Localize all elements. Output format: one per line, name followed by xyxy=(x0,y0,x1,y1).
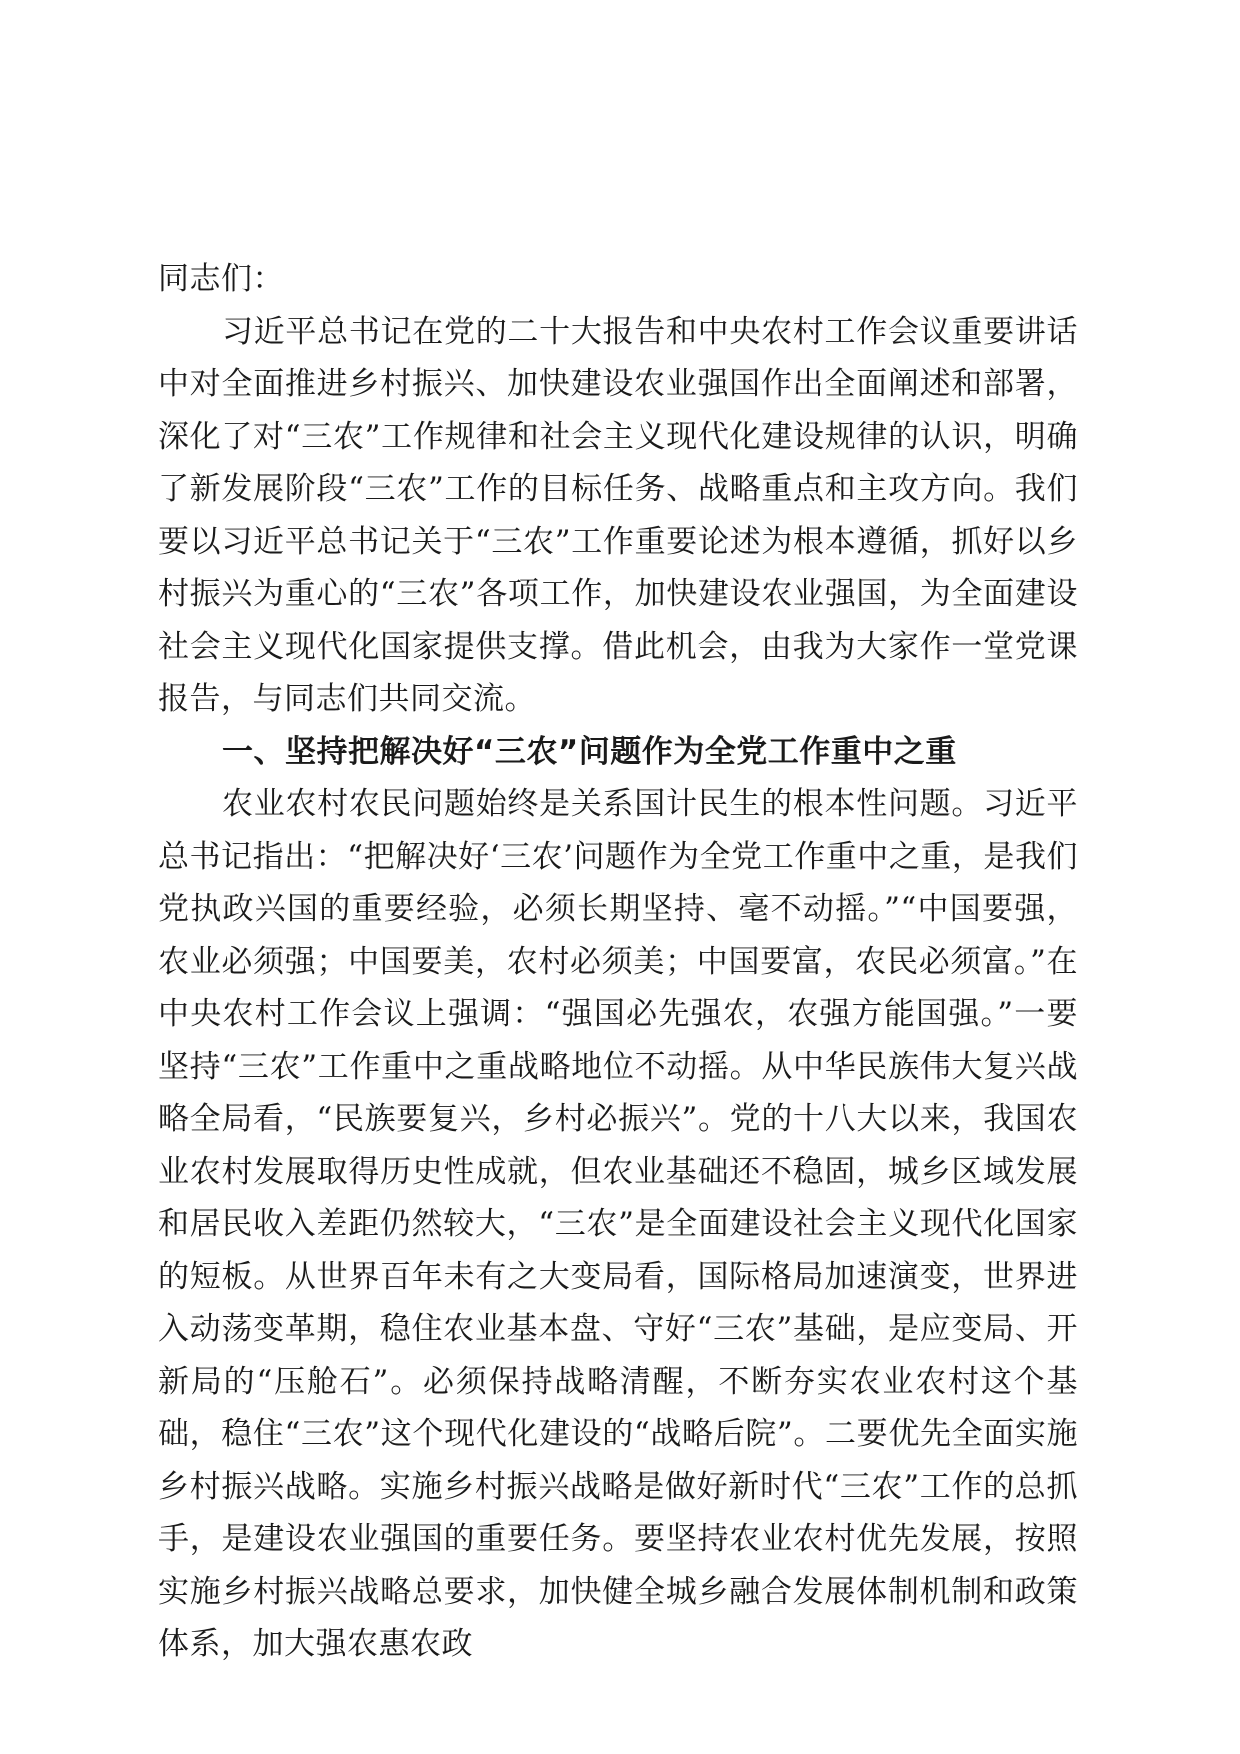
paragraph-intro: 习近平总书记在党的二十大报告和中央农村工作会议重要讲话中对全面推进乡村振兴、加快建设农业强国作出全面阐述和部署，深化了对“三农”工作规律和社会主义现代化建设规律的认识，明确了新发展阶段“三农”工作的目标任务、战略重点和主攻方向。我们要以习近平总书记关于“三农”工作重要论述为根本遵循，抓好以乡村振兴为重心的“三农”各项工作，加快建设农业强国，为全面建设社会主义现代化国家提供支撑。借此机会，由我为大家作一堂党课报告，与同志们共同交流。 xyxy=(158,313,1078,717)
salutation: 同志们： xyxy=(158,261,284,297)
paragraph-section-1: 农业农村农民问题始终是关系国计民生的根本性问题。习近平总书记指出：“把解决好‘三农’问题作为全党工作重中之重，是我们党执政兴国的重要经验，必须长期坚持、毫不动摇。”“中国要强，农业必须强；中国要美，农村必须美；中国要富，农民必须富。”在中央农村工作会议上强调：“强国必先强农，农强方能国强。”一要坚持“三农”工作重中之重战略地位不动摇。从中华民族伟大复兴战略全局看，“民族要复兴，乡村必振兴”。党的十八大以来，我国农业农村发展取得历史性成就，但农业基础还不稳固，城乡区域发展和居民收入差距仍然较大，“三农”是全面建设社会主义现代化国家的短板。从世界百年未有之大变局看，国际格局加速演变，世界进入动荡变革期，稳住农业基本盘、守好“三农”基础，是应变局、开新局的“压舱石”。必须保持战略清醒，不断夯实农业农村这个基础，稳住“三农”这个现代化建设的“战略后院”。二要优先全面实施乡村振兴战略。实施乡村振兴战略是做好新时代“三农”工作的总抓手，是建设农业强国的重要任务。要坚持农业农村优先发展，按照实施乡村振兴战略总要求，加快健全城乡融合发展体制机制和政策体系，加大强农惠农政 xyxy=(158,786,1078,1662)
section-heading-1: 一、坚持把解决好“三农”问题作为全党工作重中之重 xyxy=(222,733,957,770)
document-body xyxy=(158,253,1078,1671)
